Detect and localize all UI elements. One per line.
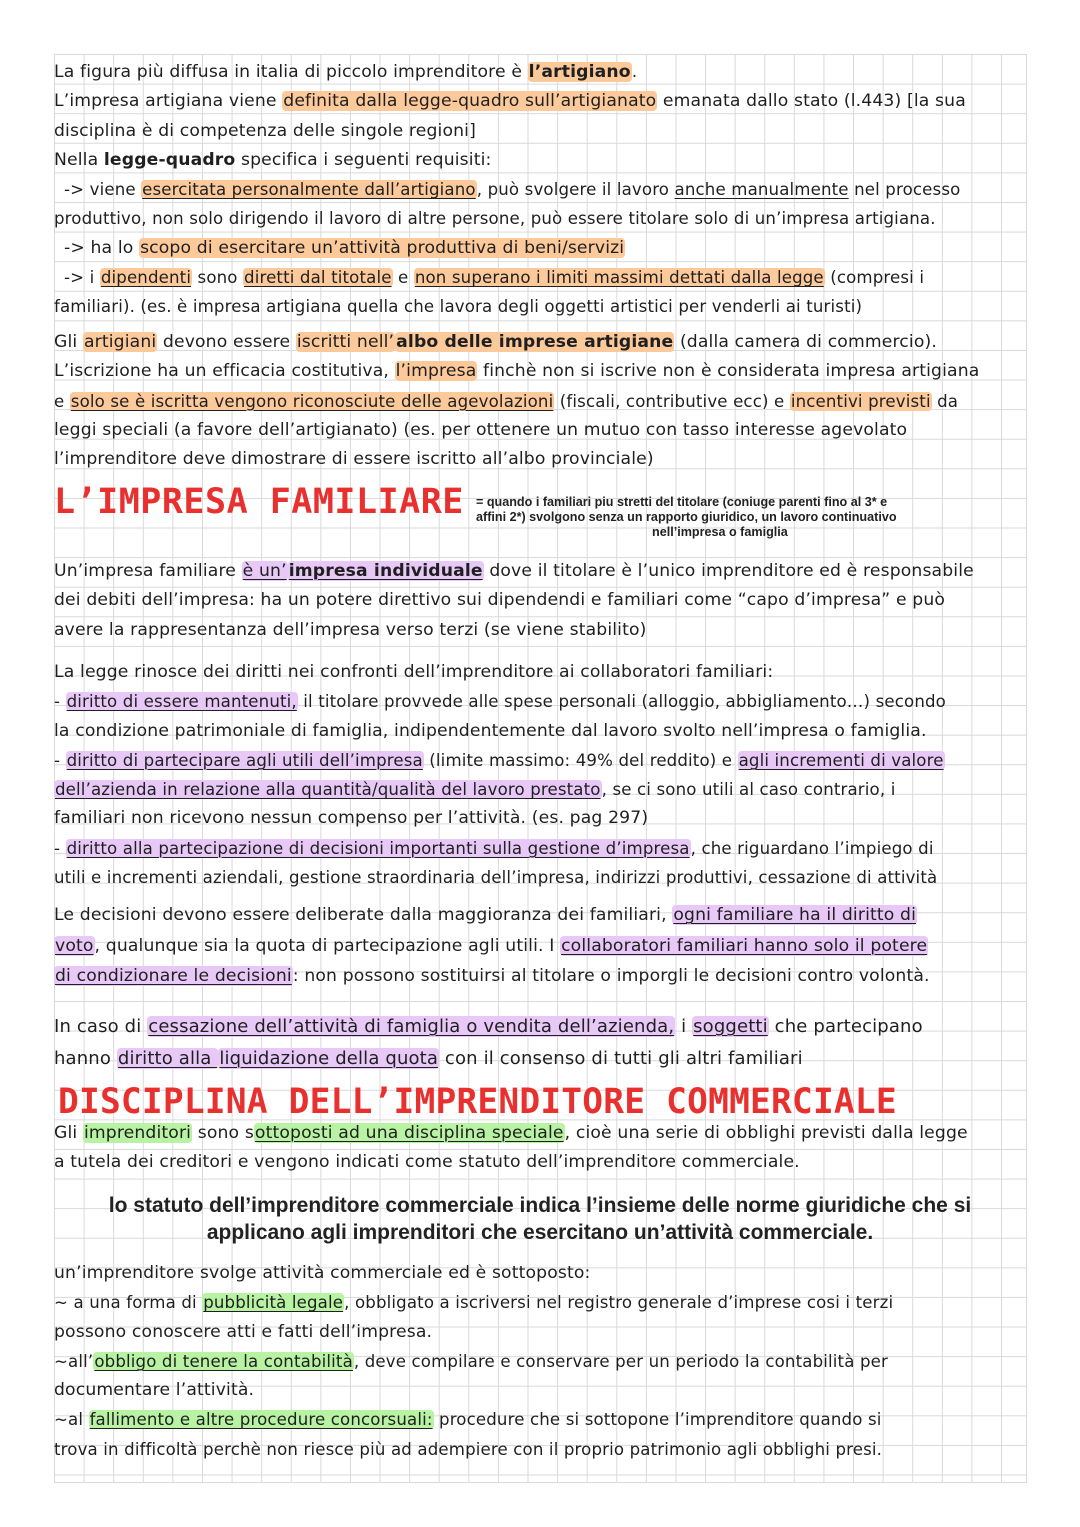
- requirement-item: -> viene esercitata personalmente dall’artigiano, può svolgere il lavoro anche manualmente nel processo: [64, 180, 961, 200]
- text-line: avere la rappresentanza dell’impresa verso terzi (se viene stabilito): [54, 619, 647, 640]
- text-line: Le decisioni devono essere deliberate dalla maggioranza dei familiari, ogni familiare ha il diritto di: [54, 905, 917, 925]
- text-line: utili e incrementi aziendali, gestione straordinaria dell’impresa, indirizzi produttivi, cessazione di attività: [54, 868, 938, 888]
- text-line: Gli artigiani devono essere iscritti nell’ albo delle imprese artigiane (dalla camera di commercio).: [54, 332, 937, 352]
- text-line: In caso di cessazione dell’attività di famiglia o vendita dell’azienda, i soggetti che partecipano: [54, 1016, 923, 1037]
- familiare-decisions: [54, 900, 1026, 992]
- text-line: Nella legge-quadro specifica i seguenti requisiti:: [54, 149, 492, 170]
- text-line: L’impresa artigiana viene definita dalla legge-quadro sull’artigianato emanata dallo stato (l.443) [la sua: [54, 91, 966, 112]
- text-line: La legge rinosce dei diritti nei confronti dell’imprenditore ai collaboratori familiari:: [54, 662, 774, 682]
- albo-section: [54, 328, 1026, 474]
- text-line: trova in difficoltà perchè non riesce più ad adempiere con il proprio patrimonio agli obblighi presi.: [54, 1439, 883, 1459]
- section-title-impresa-familiare: L’IMPRESA FAMILIARE: [54, 482, 464, 522]
- text-line: documentare l’attività.: [54, 1380, 255, 1401]
- familiare-cessation: [54, 1011, 1026, 1075]
- artigiano-section: [54, 58, 1026, 322]
- familiare-intro: [54, 557, 1026, 645]
- impresa-familiare-definition: = quando i familiari piu stretti del titolare (coniuge parenti fino al 3* e affini 2*) svolgono senza un rapporto giuridico, un lavoro continuativo nell’impresa o famiglia: [476, 495, 897, 539]
- right-item: - diritto di partecipare agli utili dell’impresa (limite massimo: 49% del reddito) e agli incrementi di valore: [54, 750, 944, 770]
- right-item: - diritto di essere mantenuti, il titolare provvede alle spese personali (alloggio, abbigliamento…) secondo: [54, 692, 946, 712]
- text-line: La figura più diffusa in italia di piccolo imprenditore è l’artigiano.: [54, 62, 638, 82]
- familiare-rights: [54, 658, 1026, 892]
- obligation-item: ~ a una forma di pubblicità legale, obbligato a iscriversi nel registro generale d’imprese cosi i terzi: [54, 1293, 894, 1313]
- text-line: familiari non ricevono nessun compenso per l’attività. (es. pag 297): [54, 808, 649, 829]
- obligation-item: ~all’obbligo di tenere la contabilità, deve compilare e conservare per un periodo la contabilità per: [54, 1351, 888, 1371]
- text-line: Gli imprenditori sono sottoposti ad una disciplina speciale, cioè una serie di obblighi previsti dalla legge: [54, 1123, 968, 1143]
- text-line: la condizione patrimoniale di famiglia, indipendentemente dal lavoro svolto nell’impresa o famiglia.: [54, 720, 927, 741]
- text-line: leggi speciali (a favore dell’artigianato) (es. per ottenere un mutuo con tasso interesse agevolato: [54, 419, 908, 440]
- text-line: di condizionare le decisioni: non possono sostituirsi al titolare o imporgli le decisioni contro volontà.: [55, 966, 930, 986]
- text-line: voto, qualunque sia la quota di partecipazione agli utili. I collaboratori familiari hanno solo il potere: [55, 935, 928, 956]
- notebook-page: [54, 54, 1027, 1483]
- text-line: dell’azienda in relazione alla quantità/qualità del lavoro prestato, se ci sono utili al caso contrario, i: [55, 780, 896, 800]
- obligation-item: ~al fallimento e altre procedure concorsuali: procedure che si sottopone l’imprenditore quando si: [54, 1410, 882, 1430]
- commerciale-intro: [54, 1119, 1026, 1178]
- text-line: familiari). (es. è impresa artigiana quella che lavora degli oggetti artistici per venderli ai turisti): [54, 297, 863, 317]
- text-line: L’iscrizione ha un efficacia costitutiva, l’impresa finchè non si iscrive non è considerata impresa artigiana: [54, 361, 980, 382]
- text-line: Un’impresa familiare è un’ impresa individuale dove il titolare è l’unico imprenditore ed è responsabile: [54, 561, 974, 581]
- requirement-item: -> i dipendenti sono diretti dal titotale e non superano i limiti massimi dettati dalla legge (compresi i: [64, 268, 925, 288]
- text-line: produttivo, non solo dirigendo il lavoro di altre persone, può essere titolare solo di un’impresa artigiana.: [54, 209, 936, 229]
- text-line: possono conoscere atti e fatti dell’impresa.: [54, 1321, 433, 1342]
- text-line: dei debiti dell’impresa: ha un potere direttivo sui dipendendi e familiari come “capo d’impresa” e può: [54, 590, 946, 611]
- commerciale-obligations: [54, 1259, 1026, 1464]
- text-line: un’imprenditore svolge attività commerciale ed è sottoposto:: [54, 1263, 591, 1283]
- text-line: e solo se è iscritta vengono riconosciute delle agevolazioni (fiscali, contributive ecc) e incentivi previsti da: [54, 391, 959, 411]
- text-line: l’imprenditore deve dimostrare di essere iscritto all’albo provinciale): [54, 449, 654, 470]
- section-title-disciplina: DISCIPLINA DELL’IMPRENDITORE COMMERCIALE: [58, 1082, 897, 1122]
- statute-definition: lo statuto dell’imprenditore commerciale indica l’insieme delle norme giuridiche che si applicano agli imprenditori che esercitano un’attività commerciale.: [108, 1194, 972, 1244]
- requirement-item: -> ha lo scopo di esercitare un’attività produttiva di beni/servizi: [64, 237, 625, 258]
- text-line: a tutela dei creditori e vengono indicati come statuto dell’imprenditore commerciale.: [54, 1152, 800, 1173]
- text-line: hanno diritto alla liquidazione della quota con il consenso di tutti gli altri familiari: [54, 1048, 803, 1069]
- text-line: disciplina è di competenza delle singole regioni]: [54, 120, 476, 141]
- right-item: - diritto alla partecipazione di decisioni importanti sulla gestione d’impresa, che riguardano l’impiego di: [54, 838, 934, 858]
